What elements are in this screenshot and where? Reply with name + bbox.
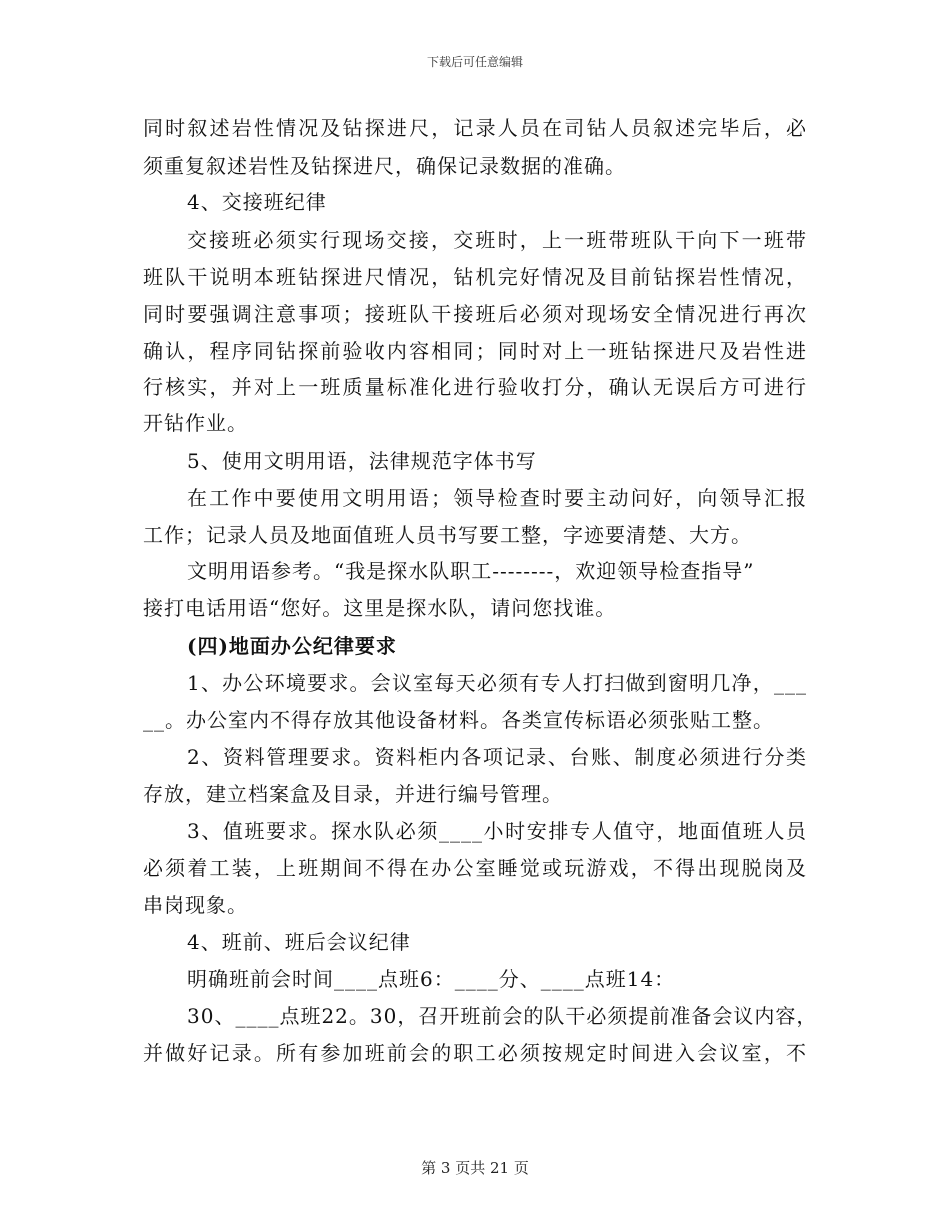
page-header: 下载后可任意编辑 [426,55,523,69]
body-line: 文明用语参考。“我是探水队职工--------，欢迎领导检查指导” [187,559,755,583]
body-line: 必须着工装，上班期间不得在办公室睡觉或玩游戏，不得出现脱岗及 [143,856,807,880]
body-line: 交接班必须实行现场交接，交班时，上一班带班队干向下一班带 [187,228,807,252]
body-line: 同时叙述岩性情况及钻探进尺，记录人员在司钻人员叙述完毕后，必 [143,116,807,140]
body-line: 明确班前会时间____点班6：____分、____点班14： [187,967,676,991]
body-line: 1、办公环境要求。会议室每天必须有专人打扫做到窗明几净，___ [187,671,807,695]
body-line: 工作；记录人员及地面值班人员书写要工整，字迹要清楚、大方。 [143,523,752,547]
body-line: 3、值班要求。探水队必须____小时安排专人值守，地面值班人员 [187,819,807,843]
section-heading: 4、交接班纪律 [187,190,327,214]
body-line: __。办公室内不得存放其他设备材料。各类宣传标语必须张贴工整。 [143,708,774,732]
body-line: 在工作中要使用文明用语；领导检查时要主动问好，向领导汇报 [187,486,807,510]
section-heading: 4、班前、班后会议纪律 [187,930,411,954]
section-heading: 5、使用文明用语，法律规范字体书写 [187,449,537,473]
body-line: 开钻作业。 [143,411,248,435]
section-heading: (四)地面办公纪律要求 [187,634,397,658]
body-line: 同时要强调注意事项；接班队干接班后必须对现场安全情况进行再次 [143,302,807,326]
body-line: 并做好记录。所有参加班前会的职工必须按规定时间进入会议室，不 [143,1041,807,1065]
body-line: 行核实，并对上一班质量标准化进行验收打分，确认无误后方可进行 [143,375,807,399]
page-footer: 第 3 页共 21 页 [421,1159,529,1177]
body-line: 2、资料管理要求。资料柜内各项记录、台账、制度必须进行分类 [187,745,807,769]
body-line: 确认，程序同钻探前验收内容相同；同时对上一班钻探进尺及岩性进 [143,339,807,363]
body-line: 30、____点班22。30，召开班前会的队干必须提前准备会议内容， [187,1004,818,1028]
body-line: 接打电话用语“您好。这里是探水队，请问您找谁。 [143,596,617,620]
body-line: 存放，建立档案盒及目录，并进行编号管理。 [143,782,563,806]
body-line: 班队干说明本班钻探进尺情况，钻机完好情况及目前钻探岩性情况， [143,265,807,289]
body-line: 须重复叙述岩性及钻探进尺，确保记录数据的准确。 [143,154,626,178]
body-line: 串岗现象。 [143,893,248,917]
